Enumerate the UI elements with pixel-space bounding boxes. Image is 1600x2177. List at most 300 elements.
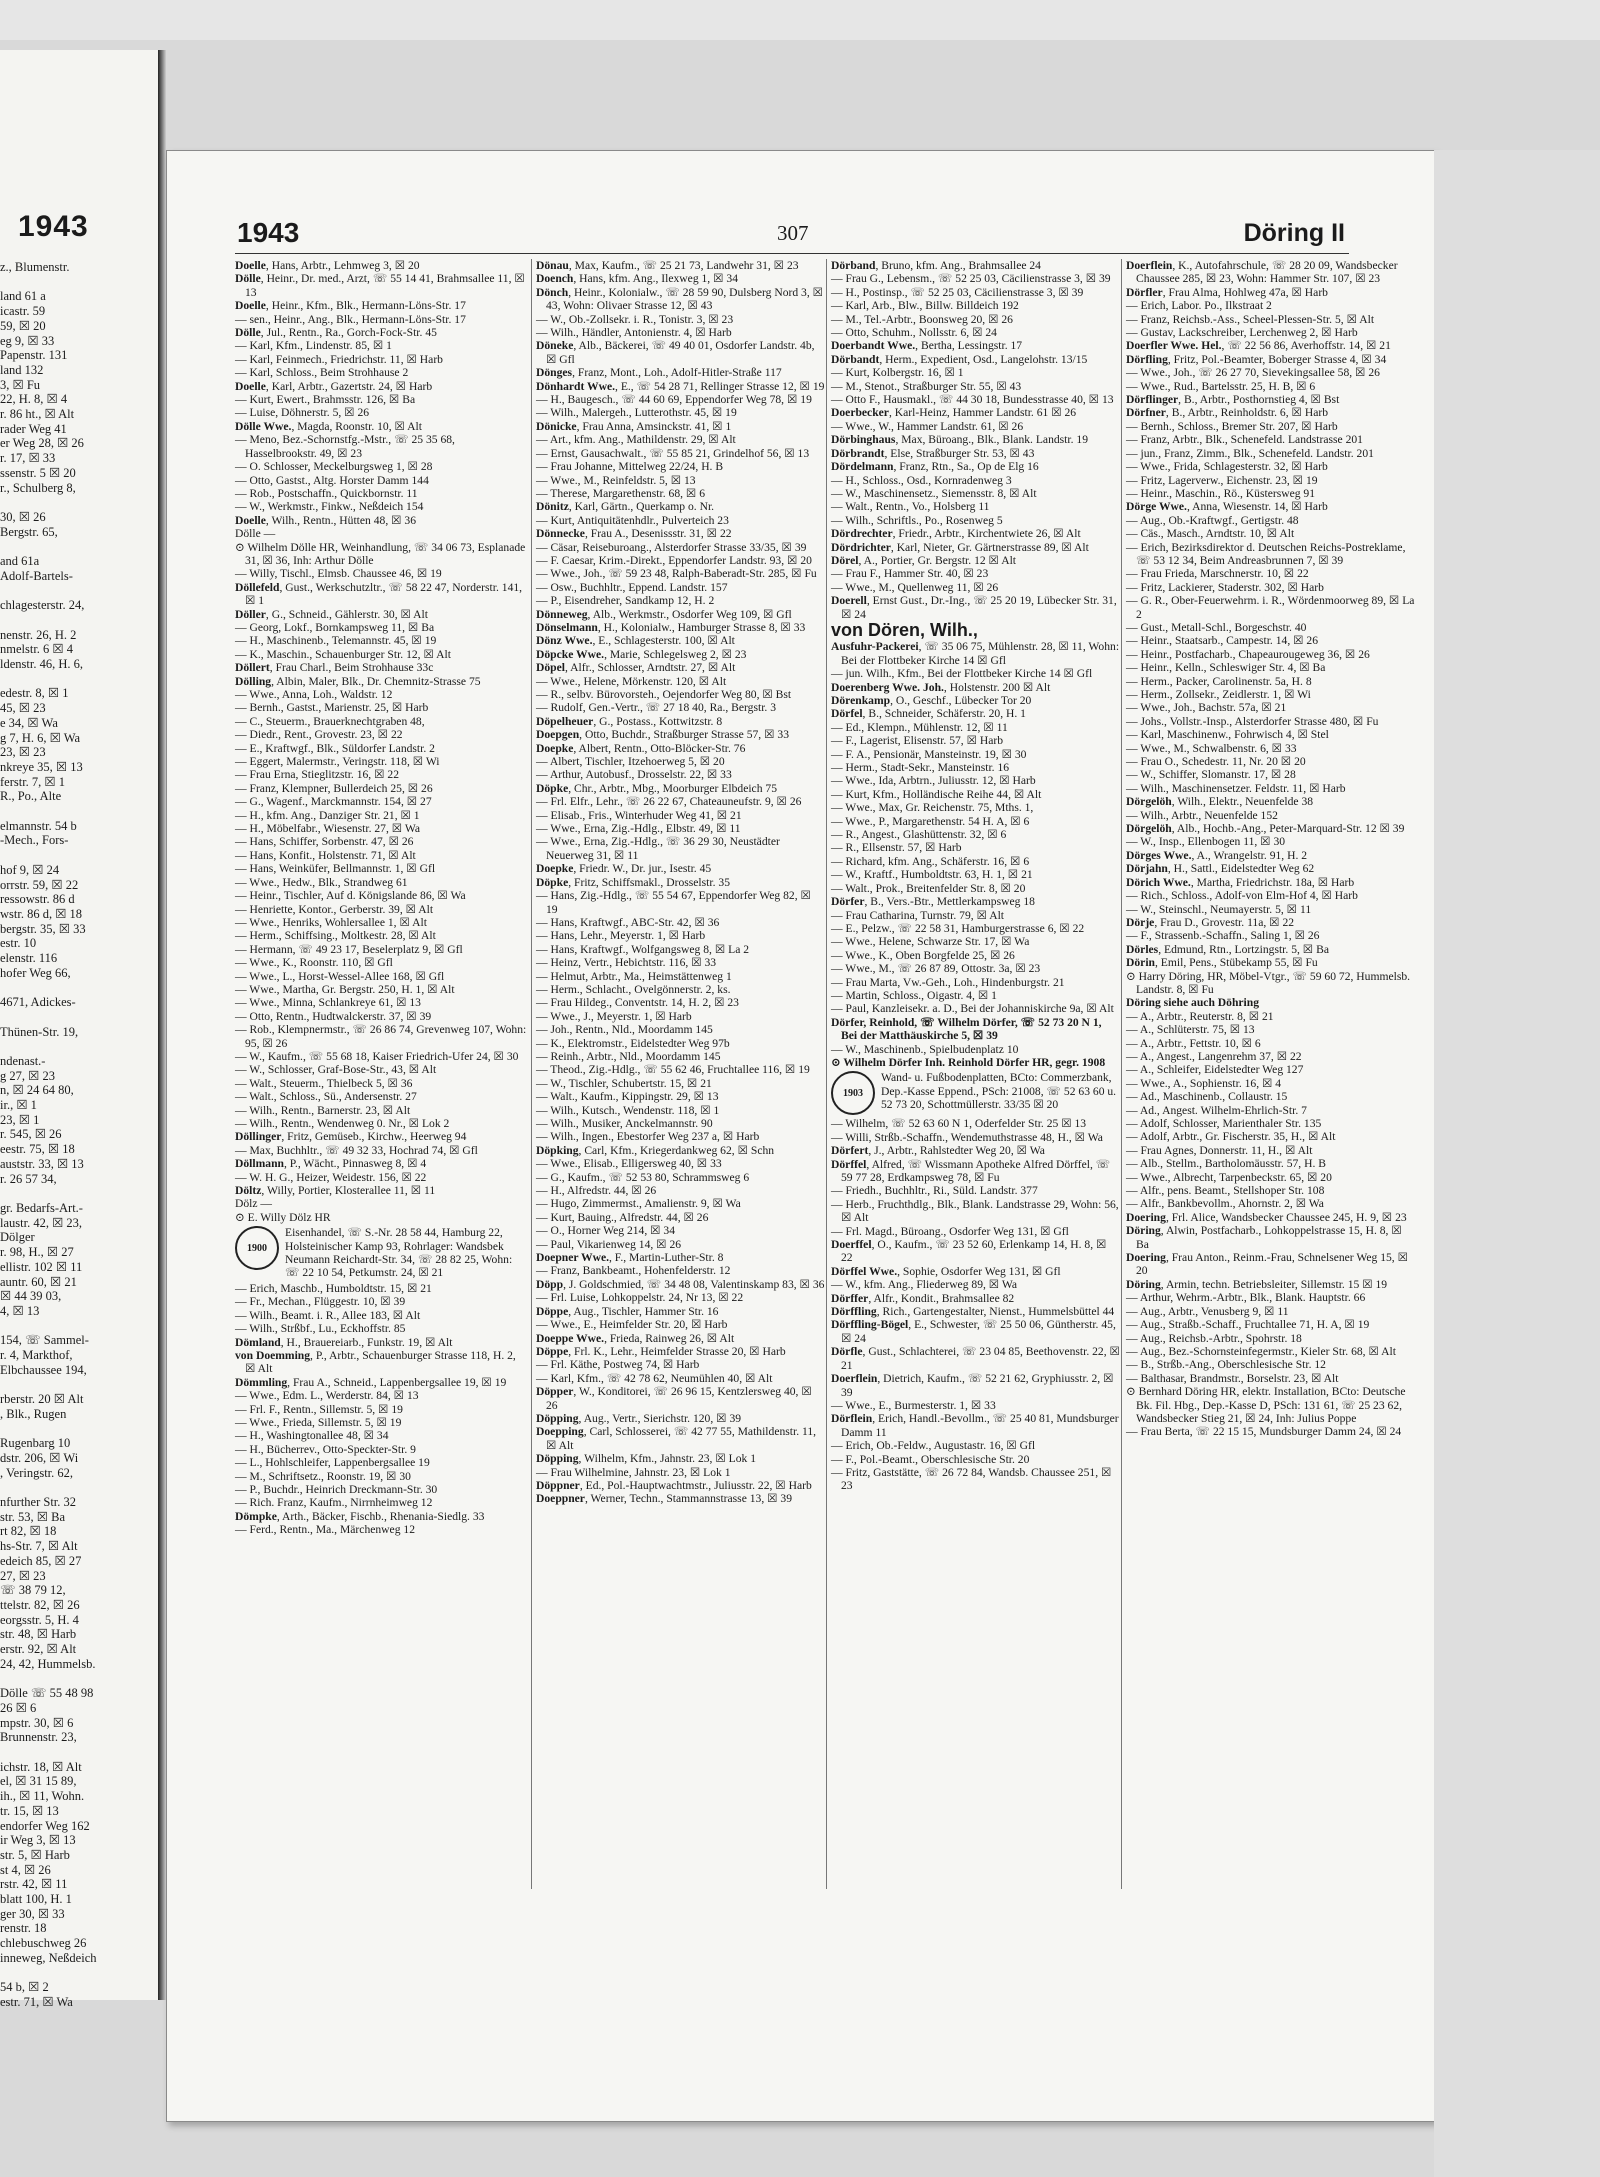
directory-entry: — Richard, kfm. Ang., Schäferstr. 16, ☒ 6 [831, 854, 1030, 868]
left-page-line: edestr. 8, ☒ 1 [0, 686, 69, 701]
left-page-line: elenstr. 116 [0, 951, 58, 966]
left-page-year: 1943 [18, 210, 89, 243]
directory-entry: — Frl. Elfr., Lehr., ☏ 26 22 67, Chateauneufstr. 9, ☒ 26 [536, 795, 802, 809]
directory-entry: — W., Schiffer, Slomanstr. 17, ☒ 28 [1126, 768, 1296, 782]
page-number: 307 [777, 221, 809, 245]
left-page-line [0, 495, 150, 510]
directory-entry: — W., Schlosser, Graf-Bose-Str., 43, ☒ Alt [235, 1063, 437, 1077]
directory-entry: — Wilh., Kutsch., Wendenstr. 118, ☒ 1 [536, 1103, 720, 1117]
directory-entry: — Eggert, Malermstr., Veringstr. 118, ☒ Wi [235, 755, 440, 769]
left-page-line: mpstr. 30, ☒ 6 [0, 1715, 74, 1730]
left-page-line: e 34, ☒ Wa [0, 715, 58, 730]
directory-entry: — Heinr., Tischler, Auf d. Königslande 86, ☒ Wa [235, 889, 466, 903]
advert-text: Wand- u. Fußbodenplatten, BCto: Commerzbank, Dep.-Kasse Eppend., PSch: 21008, ☏ 52 63 60 u. 52 73 20, Schottmüllerstr. 33/35 ☒ 20 [881, 1071, 1117, 1112]
directory-entry: ⊙ Bernhard Döring HR, elektr. Installation, BCto: Deutsche Bk. Fil. Hbg., Dep.-Kasse D, PSch: 131 61, ☏ 25 23 62, Wandsbecker Stieg 21, ☒ 24, Inh: Julius Poppe [1126, 1385, 1406, 1425]
directory-entry: — Frau Wilhelmine, Jahnstr. 23, ☒ Lok 1 [536, 1465, 731, 1479]
directory-entry: — Max, Buchhltr., ☏ 49 32 33, Hochrad 74, ☒ Gfl [235, 1143, 478, 1157]
directory-entry: — jun., Franz, Zimm., Blk., Schenefeld. Landstr. 201 [1126, 446, 1374, 460]
directory-entry: — Paul, Vikarienweg 14, ☒ 26 [536, 1237, 682, 1251]
directory-entry: — R., Ellsenstr. 57, ☒ Harb [831, 841, 962, 855]
column-2 [531, 259, 829, 1889]
directory-entry: — Walt., Prok., Breitenfelder Str. 8, ☒ 20 [831, 881, 1026, 895]
directory-entry: — Frl. Käthe, Postweg 74, ☒ Harb [536, 1358, 700, 1372]
directory-entry: Dörffling-Bögel, E., Schwester, ☏ 25 50 06, Güntherstr. 45, ☒ 24 [831, 1318, 1116, 1345]
directory-entry: Dölle Wwe., Magda, Roonstr. 10, ☒ Alt [235, 419, 422, 433]
directory-entry: — Wwe., P., Margarethenstr. 54 H. A, ☒ 6 [831, 814, 1030, 828]
directory-entry: — W. H. G., Heizer, Weidestr. 156, ☒ 22 [235, 1170, 427, 1184]
left-page-line: icastr. 59 [0, 304, 46, 319]
left-page-line: ferstr. 7, ☒ 1 [0, 774, 66, 789]
left-page-line: -Mech., Fors- [0, 833, 69, 848]
directory-entry: — Luise, Döhnerstr. 5, ☒ 26 [235, 406, 370, 420]
bold-entry: Döring siehe auch Döhring [1126, 996, 1260, 1010]
directory-entry: — Ed., Klempn., Mühlenstr. 12, ☒ 11 [831, 720, 1008, 734]
directory-entry: — Ernst, Gausachwalt., ☏ 55 85 21, Grindelhof 56, ☒ 13 [536, 446, 810, 460]
directory-entry: Dörflein, Erich, Handl.-Bevollm., ☏ 25 40 81, Mundsburger Damm 11 [831, 1412, 1119, 1439]
left-page-line: renstr. 18 [0, 1921, 47, 1936]
directory-entry: Doepke, Albert, Rentn., Otto-Blöcker-Str. 76 [536, 741, 746, 755]
directory-entry: — E., Kraftwgf., Blk., Süldorfer Landstr. 2 [235, 741, 435, 755]
directory-entry: Döllert, Frau Charl., Beim Strohhause 33c [235, 661, 434, 675]
left-page-line: chlagesterstr. 24, [0, 598, 85, 613]
directory-entry: — Wwe., Elisab., Elligersweg 40, ☒ 33 [536, 1157, 722, 1171]
directory-entry: — F., Pol.-Beamt., Oberschlesische Str. 20 [831, 1452, 1030, 1466]
left-page-line: ttelstr. 82, ☒ 26 [0, 1597, 80, 1612]
left-page-line: 24, 42, Hummelsb. [0, 1656, 96, 1671]
directory-entry: Ausfuhr-Packerei, ☏ 35 06 75, Mühlenstr. 28, ☒ 11, Wohn: Bei der Flottbeker Kirche 14 ☒ Gfl [831, 640, 1120, 667]
left-page-line: chlebuschweg 26 [0, 1936, 87, 1951]
directory-entry: Doerbandt Wwe., Bertha, Lessingstr. 17 [831, 339, 1023, 353]
directory-entry: — Herm., Stadt-Sekr., Mansteinstr. 16 [831, 761, 1010, 775]
directory-entry: — Theod., Zig.-Hdlg., ☏ 55 62 46, Fruchtallee 116, ☒ 19 [536, 1063, 810, 1077]
directory-entry: Doerfler Wwe. Hel., ☏ 22 56 86, Averhoffstr. 14, ☒ 21 [1126, 339, 1391, 353]
directory-entry: — Kurt, Antiquitätenhdlr., Pulverteich 23 [536, 513, 729, 527]
directory-entry: — Rob., Klempnermstr., ☏ 26 86 74, Grevenweg 107, Wohn: 95, ☒ 26 [235, 1023, 527, 1050]
left-page-line: nfurther Str. 32 [0, 1495, 77, 1510]
left-page-line [0, 804, 150, 819]
directory-entry: Dömpke, Arth., Bäcker, Fischb., Rhenania-Siedlg. 33 [235, 1509, 485, 1523]
directory-entry: — R., Angest., Glashüttenstr. 32, ☒ 6 [831, 828, 1007, 842]
bold-entry: ⊙ Wilhelm Dörfer Inh. Reinhold Dörfer HR, gegr. 1908 [831, 1055, 1106, 1069]
directory-entry: — Wilh., Musiker, Anckelmannstr. 90 [536, 1117, 713, 1130]
directory-entry: Döllmann, P., Wächt., Pinnasweg 8, ☒ 4 [235, 1157, 427, 1171]
directory-entry: Döllefeld, Gust., Werkschutzltr., ☏ 58 22 47, Norderstr. 141, ☒ 1 [235, 580, 523, 608]
directory-entry: Döpcke Wwe., Marie, Schlegelsweg 2, ☒ 23 [536, 647, 747, 661]
directory-entry: — W., Steinschl., Neumayerstr. 5, ☒ 11 [1126, 902, 1312, 916]
directory-entry: — G., Wagenf., Marckmannstr. 154, ☒ 27 [235, 795, 432, 809]
directory-entry: — H., Möbelfabr., Wiesenstr. 27, ☒ Wa [235, 822, 421, 836]
left-page-line: gr. Bedarfs-Art.- [0, 1201, 83, 1215]
directory-entry: — Gustav, Lackschreiber, Lerchenweg 2, ☒ Harb [1126, 326, 1358, 340]
left-page-line: 45, ☒ 23 [0, 701, 46, 716]
left-page-line: eg 9, ☒ 33 [0, 333, 55, 348]
directory-entry: — Frau Erna, Stieglitzstr. 16, ☒ 22 [235, 768, 399, 782]
left-page-line: eorgsstr. 5, H. 4 [0, 1612, 79, 1627]
left-page-line: rstr. 42, ☒ 11 [0, 1877, 68, 1892]
directory-entry: Dörfner, B., Arbtr., Reinholdstr. 6, ☒ Harb [1126, 406, 1328, 420]
left-page-line: 23, ☒ 1 [0, 1112, 40, 1127]
directory-entry: Döneke, Alb., Bäckerei, ☏ 49 40 01, Osdorfer Landstr. 4b, ☒ Gfl [536, 339, 815, 366]
directory-entry: ⊙ E. Willy Dölz HR [235, 1210, 331, 1224]
directory-entry: — Kurt, Kolbergstr. 16, ☒ 1 [831, 366, 964, 380]
left-page-line: edeich 85, ☒ 27 [0, 1553, 82, 1568]
scan-top-margin [0, 0, 1600, 40]
left-page-line: nkreye 35, ☒ 13 [0, 759, 83, 774]
directory-entry: — Wwe., Joh., Bachstr. 57a, ☒ 21 [1126, 701, 1287, 715]
directory-entry: — Wwe., J., Meyerstr. 1, ☒ Harb [536, 1009, 692, 1023]
running-title: Döring II [1243, 219, 1345, 247]
directory-entry: — Wwe., K., Oben Borgfelde 25, ☒ 26 [831, 948, 1015, 962]
directory-entry: — Hugo, Zimmermst., Amalienstr. 9, ☒ Wa [536, 1197, 741, 1211]
left-page-line: 27, ☒ 23 [0, 1568, 46, 1583]
directory-entry: — Karl, Feinmech., Friedrichstr. 11, ☒ Harb [235, 352, 443, 366]
directory-entry: — Gust., Metall-Schl., Borgeschstr. 40 [1126, 620, 1307, 634]
directory-entry: — Wilhelm, ☏ 52 63 60 N 1, Oderfelder Str. 25 ☒ 13 [831, 1117, 1087, 1131]
left-page-line: Thünen-Str. 19, [0, 1024, 79, 1039]
directory-entry: — A., Schleifer, Eidelstedter Weg 127 [1126, 1063, 1304, 1077]
left-page-line [0, 980, 150, 995]
directory-entry: — Wwe., K., Roonstr. 110, ☒ Gfl [235, 956, 393, 970]
directory-entry: — Hans, Zig.-Hdlg., ☏ 55 54 67, Eppendorfer Weg 82, ☒ 19 [536, 889, 811, 916]
directory-entry: Döltz, Willy, Portier, Klosterallee 11, ☒ 11 [235, 1184, 436, 1198]
left-page-line: str. 53, ☒ Ba [0, 1509, 66, 1524]
left-page-line: elmannstr. 54 b [0, 818, 77, 833]
left-page-line: Dölle ☏ 55 48 98 [0, 1686, 94, 1701]
directory-entry: — Wwe., Martha, Gr. Bergstr. 250, H. 1, ☒ Alt [235, 982, 455, 996]
directory-entry: — M., Tel.-Arbtr., Boonsweg 20, ☒ 26 [831, 312, 1013, 326]
directory-entry: — Albert, Tischler, Itzehoerweg 5, ☒ 20 [536, 755, 725, 769]
directory-entry: — Wwe., Helene, Schwarze Str. 17, ☒ Wa [831, 935, 1030, 949]
directory-entry: — jun. Wilh., Kfm., Bei der Flottbeker Kirche 14 ☒ Gfl [831, 667, 1093, 681]
directory-entry: — Wilh., Beamt. i. R., Allee 183, ☒ Alt [235, 1308, 421, 1322]
directory-entry: — F. Caesar, Krim.-Direkt., Eppendorfer Landstr. 93, ☒ 20 [536, 553, 812, 567]
directory-entry: — Wwe., W., Hammer Landstr. 61, ☒ 26 [831, 419, 1024, 433]
directory-entry: — W., Kraftf., Humboldtstr. 63, H. 1, ☒ 21 [831, 868, 1033, 882]
directory-entry: Dörfer, B., Vers.-Btr., Mettlerkampsweg 18 [831, 895, 1035, 909]
directory-entry: Dönges, Franz, Mont., Loh., Adolf-Hitler-Straße 117 [536, 366, 782, 380]
directory-entry: Döpper, W., Konditorei, ☏ 26 96 15, Kentzlersweg 40, ☒ 26 [536, 1385, 812, 1412]
directory-entry: — Heinr., Kelln., Schleswiger Str. 4, ☒ Ba [1126, 661, 1326, 675]
directory-entry: — Therese, Margarethenstr. 68, ☒ 6 [536, 486, 706, 500]
left-page-line: hof 9, ☒ 24 [0, 862, 60, 877]
directory-entry: — Wwe., M., ☏ 26 87 89, Ottostr. 3a, ☒ 23 [831, 962, 1041, 976]
left-page-line: 54 b, ☒ 2 [0, 1980, 49, 1995]
directory-entry: — W., kfm. Ang., Fliederweg 89, ☒ Wa [831, 1278, 1018, 1292]
left-page-line: ichstr. 18, ☒ Alt [0, 1759, 82, 1774]
directory-entry: — A., Angest., Langenrehm 37, ☒ 22 [1126, 1049, 1302, 1063]
directory-entry: — A., Schlüterstr. 75, ☒ 13 [1126, 1023, 1255, 1037]
directory-entry: — Georg, Lokf., Bornkampsweg 11, ☒ Ba [235, 620, 435, 634]
directory-entry: — Bernh., Gastst., Marienstr. 25, ☒ Harb [235, 701, 429, 715]
left-page-line: ☒ 44 39 03, [0, 1289, 62, 1304]
directory-entry: Doerflein, K., Autofahrschule, ☏ 28 20 09, Wandsbecker Chaussee 285, ☒ 23, Wohn: Hammer Str. 107, ☒ 23 [1126, 259, 1398, 286]
directory-entry: — H., Washingtonallee 48, ☒ 34 [235, 1429, 389, 1443]
directory-entry: Dörffer, Alfr., Kondit., Brahmsallee 82 [831, 1291, 1015, 1305]
directory-entry: — H., Postinsp., ☏ 52 25 03, Cäcilienstrasse 3, ☒ 39 [831, 285, 1084, 299]
directory-entry: Dördelmann, Franz, Rtn., Sa., Op de Elg 16 [831, 460, 1039, 474]
directory-entry: — Arthur, Wehrm.-Arbtr., Blk., Blank. Hauptstr. 66 [1126, 1291, 1366, 1305]
directory-entry: — W., Kaufm., ☏ 55 68 18, Kaiser Friedrich-Ufer 24, ☒ 30 [235, 1049, 519, 1063]
directory-entry: Dörles, Edmund, Rtn., Lortzingstr. 5, ☒ Ba [1126, 942, 1329, 956]
left-page-line: laustr. 42, ☒ 23, [0, 1215, 83, 1230]
left-page-line: r. 86 ht., ☒ Alt [0, 407, 75, 422]
directory-entry: Dönicke, Frau Anna, Amsinckstr. 41, ☒ 1 [536, 419, 732, 433]
directory-entry: — Art., kfm. Ang., Mathildenstr. 29, ☒ Alt [536, 433, 736, 447]
directory-entry: Dörffling, Rich., Gartengestalter, Nienst., Hummelsbüttel 44 [831, 1305, 1115, 1319]
directory-entry: Döpping, Aug., Vertr., Sierichstr. 120, ☒ 39 [536, 1411, 742, 1425]
directory-entry: ⊙ Wilhelm Dölle HR, Weinhandlung, ☏ 34 06 73, Esplanade 31, ☒ 36, Inh: Arthur Dölle [235, 540, 526, 567]
directory-entry: — M., Schriftsetz., Roonstr. 19, ☒ 30 [235, 1469, 411, 1483]
directory-entry: ⊙ Harry Döring, HR, Möbel-Vtgr., ☏ 59 60 72, Hummelsb. Landstr. 8, ☒ Fu [1126, 969, 1411, 996]
directory-entry: Dörgelöh, Wilh., Elektr., Neuenfelde 38 [1126, 795, 1314, 809]
directory-entry: — Aug., Arbtr., Venusberg 9, ☒ 11 [1126, 1304, 1289, 1318]
directory-entry: Dönch, Heinr., Kolonialw., ☏ 28 59 90, Dulsberg Nord 3, ☒ 43, Wohn: Olivaer Strasse 12, ☒ 43 [536, 285, 824, 313]
directory-entry: Dönz Wwe., E., Schlagesterstr. 100, ☒ Alt [536, 634, 735, 648]
directory-entry: — Karl, Kfm., ☏ 42 78 62, Neumühlen 40, ☒ Alt [536, 1371, 773, 1385]
left-page-line [0, 1672, 150, 1687]
directory-entry: — Wwe., Frieda, Sillemstr. 5, ☒ 19 [235, 1415, 402, 1429]
left-page-line: ressowstr. 86 d [0, 892, 75, 907]
directory-entry: — Wwe., Erna, Zig.-Hdlg., ☏ 36 29 30, Neustädter Neuerweg 31, ☒ 11 [536, 835, 780, 862]
directory-entry: — Wwe., Rud., Bartelsstr. 25, H. B, ☒ 6 [1126, 379, 1316, 393]
directory-entry: — Franz, Arbtr., Blk., Schenefeld. Landstrasse 201 [1126, 433, 1363, 447]
header-rule [235, 253, 1349, 254]
directory-entry: — Hans, Weinküfer, Bellmannstr. 1, ☒ Gfl [235, 862, 436, 876]
directory-entry: Doepke, Friedr. W., Dr. jur., Isestr. 45 [536, 862, 712, 876]
left-page-line: Elbchaussee 194, [0, 1362, 87, 1377]
directory-entry: Dölz — [235, 1197, 273, 1211]
directory-entry: Döpke, Chr., Arbtr., Mbg., Moorburger Elbdeich 75 [536, 781, 777, 795]
directory-entry: — Wwe., Frida, Schlagesterstr. 32, ☒ Harb [1126, 460, 1328, 474]
directory-entry: — B., Strßb.-Ang., Oberschlesische Str. 12 [1126, 1358, 1326, 1372]
directory-entry: Dörbandt, Herm., Expedient, Osd., Langelohstr. 13/15 [831, 352, 1088, 366]
directory-entry: — H., Baugesch., ☏ 44 60 69, Eppendorfer Weg 78, ☒ 19 [536, 393, 812, 407]
directory-entry: Dönhardt Wwe., E., ☏ 54 28 71, Rellinger Strasse 12, ☒ 19 [536, 379, 825, 393]
left-page-line: ldenstr. 46, H. 6, [0, 656, 83, 671]
directory-entry: Dörel, A., Portier, Gr. Bergstr. 12 ☒ Alt [831, 553, 1017, 567]
left-page-line: ellistr. 102 ☒ 11 [0, 1259, 83, 1274]
left-page-line: auntr. 60, ☒ 21 [0, 1274, 77, 1289]
founding-seal: 1900 [235, 1226, 279, 1270]
directory-entry: Döring, Armin, techn. Betriebsleiter, Sillemstr. 15 ☒ 19 [1126, 1277, 1388, 1291]
directory-entry: — Ferd., Rentn., Ma., Märchenweg 12 [235, 1523, 415, 1537]
left-page-line: wstr. 86 d, ☒ 18 [0, 906, 83, 921]
directory-entry: — Karl, Kfm., Lindenstr. 85, ☒ 1 [235, 339, 392, 353]
directory-entry: Dömmling, Frau A., Schneid., Lappenbergsallee 19, ☒ 19 [235, 1375, 507, 1389]
directory-entry: Doerflein, Dietrich, Kaufm., ☏ 52 21 62, Gryphiusstr. 2, ☒ 39 [831, 1372, 1114, 1399]
directory-entry: Döpelheuer, G., Postass., Kottwitzstr. 8 [536, 714, 723, 728]
left-page-line: nenstr. 26, H. 2 [0, 627, 77, 642]
directory-entry: — Hans, Kraftwgf., Wolfgangsweg 8, ☒ La 2 [536, 942, 750, 956]
directory-entry: Döpping, Wilhelm, Kfm., Jahnstr. 23, ☒ Lok 1 [536, 1452, 757, 1466]
directory-entry: — Alb., Stellm., Bartholomäusstr. 57, H. B [1126, 1157, 1326, 1171]
directory-entry: Dömland, H., Brauereiarb., Funkstr. 19, ☒ Alt [235, 1335, 453, 1349]
directory-entry: — Fritz, Lagerverw., Eichenstr. 23, ☒ 19 [1126, 473, 1318, 487]
left-page-line [0, 1186, 150, 1201]
directory-entry: — Fritz, Gaststätte, ☏ 26 72 84, Wandsb. Chaussee 251, ☒ 23 [831, 1465, 1112, 1493]
directory-entry: Doelle, Hans, Arbtr., Lehmweg 3, ☒ 20 [235, 259, 420, 272]
directory-entry: — Willy, Tischl., Elmsb. Chaussee 46, ☒ 19 [235, 567, 442, 581]
directory-entry: Döppe, Aug., Tischler, Hammer Str. 16 [536, 1304, 719, 1318]
directory-entry: — Willi, Strßb.-Schaffn., Wendemuthstrasse 48, H., ☒ Wa [831, 1130, 1103, 1144]
directory-entry: von Doemming, P., Arbtr., Schauenburger Strasse 118, H. 2, ☒ Alt [235, 1348, 516, 1376]
directory-entry: — W., Maschinenb., Spielbudenplatz 10 [831, 1042, 1019, 1056]
directory-entry: — O., Horner Weg 214, ☒ 34 [536, 1224, 676, 1238]
left-page-line: g 27, ☒ 23 [0, 1068, 55, 1083]
directory-entry: — Herm., Schlacht., Ovelgönnerstr. 2, ks. [536, 982, 731, 996]
directory-entry: Dörjahn, H., Sattl., Eidelstedter Weg 62 [1126, 862, 1315, 876]
left-page-line: r. 17, ☒ 33 [0, 451, 56, 466]
left-page-line: erstr. 92, ☒ Alt [0, 1642, 77, 1657]
directory-entry: — Frau Frieda, Marschnerstr. 10, ☒ 22 [1126, 567, 1309, 581]
left-page-line: , Blk., Rugen [0, 1406, 67, 1421]
left-page-lines [0, 260, 150, 2010]
directory-entry: — Henriette, Kontor., Gerberstr. 39, ☒ Alt [235, 902, 434, 916]
directory-entry: Dördrichter, Karl, Nieter, Gr. Gärtnerstrasse 89, ☒ Alt [831, 540, 1089, 554]
column-4 [1121, 259, 1419, 1889]
directory-entry: Dörbrandt, Else, Straßburger Str. 53, ☒ 43 [831, 446, 1035, 460]
directory-entry: — Otto F., Hausmakl., ☏ 44 30 18, Bundesstrasse 40, ☒ 13 [831, 393, 1114, 407]
directory-entry: — Kurt, Kfm., Holländische Reihe 44, ☒ Alt [831, 787, 1042, 801]
directory-entry: Döller, G., Schneid., Gählerstr. 30, ☒ Alt [235, 607, 428, 621]
directory-entry: Doelle, Heinr., Kfm., Blk., Hermann-Löns-Str. 17 [235, 299, 466, 313]
directory-entry: — Otto, Schuhm., Nollsstr. 6, ☒ 24 [831, 326, 997, 340]
directory-entry: — O. Schlosser, Meckelburgsweg 1, ☒ 28 [235, 460, 433, 474]
directory-entry: — Elisab., Fris., Winterhuder Weg 41, ☒ 21 [536, 808, 742, 822]
directory-entry: — Wwe., E., Burmesterstr. 1, ☒ 33 [831, 1398, 996, 1412]
left-page-line [0, 539, 150, 554]
directory-entry: — Paul, Kanzleisekr. a. D., Bei der Johanniskirche 9a, ☒ Alt [831, 1002, 1114, 1016]
left-page-line: and 61a [0, 554, 40, 569]
directory-entry: — Frl. F., Rentn., Sillemstr. 5, ☒ 19 [235, 1402, 403, 1416]
directory-entry: — Karl, Maschinenw., Fohrwisch 4, ☒ Stel [1126, 728, 1329, 742]
directory-entry: — Bernh., Schloss., Bremer Str. 207, ☒ Harb [1126, 419, 1338, 433]
directory-entry: Dörffel, Alfred, ☏ Wissmann Apotheke Alfred Dörffel, ☏ 59 77 28, Erdkampsweg 78, ☒ Fu [831, 1157, 1111, 1184]
left-page-line [0, 1745, 150, 1760]
directory-entry: — Wwe., E., Heimfelder Str. 20, ☒ Harb [536, 1318, 728, 1332]
directory-entry: — Wilh., Schriftls., Po., Rosenweg 5 [831, 513, 1003, 527]
directory-entry: — Wwe., Erna, Zig.-Hdlg., Elbstr. 49, ☒ 11 [536, 822, 741, 836]
directory-entry: — Fr., Mechan., Flüggestr. 10, ☒ 39 [235, 1295, 406, 1309]
directory-entry: — G., Kaufm., ☏ 52 53 80, Schrammsweg 6 [536, 1170, 750, 1184]
directory-entry: — Heinr., Staatsarb., Campestr. 14, ☒ 26 [1126, 634, 1319, 648]
directory-entry: — Cäsar, Reiseburoang., Alsterdorfer Strasse 33/35, ☒ 39 [536, 540, 807, 554]
directory-entry: Dölling, Albin, Maler, Blk., Dr. Chemnitz-Strasse 75 [235, 674, 481, 688]
left-page-line: el, ☒ 31 15 89, [0, 1774, 77, 1789]
directory-entry: — Rich. Franz, Kaufm., Nirrnheimweg 12 [235, 1496, 433, 1510]
left-page-line: Adolf-Bartels- [0, 568, 73, 583]
directory-entry: Doepping, Carl, Schlosserei, ☏ 42 77 55, Mathildenstr. 11, ☒ Alt [536, 1425, 817, 1452]
directory-entry: — Aug., Bez.-Schornsteinfegermstr., Kieler Str. 68, ☒ Alt [1126, 1344, 1396, 1358]
left-page-line [0, 848, 150, 863]
left-page-line [0, 1010, 150, 1025]
directory-entry: Doelle, Karl, Arbtr., Gazertstr. 24, ☒ Harb [235, 379, 433, 393]
directory-entry: Doerbecker, Karl-Heinz, Hammer Landstr. 61 ☒ 26 [831, 406, 1077, 420]
left-page-line: ir Weg 3, ☒ 13 [0, 1833, 76, 1848]
directory-entry: — Herm., Zollsekr., Zeidlerstr. 1, ☒ Wi [1126, 688, 1311, 701]
left-page-line: Brunnenstr. 23, [0, 1730, 77, 1745]
directory-entry: — Wwe., Edm. L., Werderstr. 84, ☒ 13 [235, 1389, 419, 1403]
directory-entry: — Frl. Magd., Büroang., Osdorfer Weg 131, ☒ Gfl [831, 1224, 1069, 1238]
directory-entry: — Fritz, Lackierer, Staderstr. 302, ☒ Harb [1126, 580, 1324, 594]
directory-entry: Döpke, Fritz, Schiffsmakl., Drosselstr. 35 [536, 875, 730, 889]
left-page-line: 22, H. 8, ☒ 4 [0, 392, 68, 407]
directory-entry: — A., Arbtr., Reuterstr. 8, ☒ 21 [1126, 1009, 1274, 1023]
directory-entry: — Frau O., Schedestr. 11, Nr. 20 ☒ 20 [1126, 755, 1306, 769]
directory-entry: — Wwe., Minna, Schlankreye 61, ☒ 13 [235, 996, 421, 1010]
directory-entry: — Wwe., M., Reinfeldstr. 5, ☒ 13 [536, 473, 696, 487]
left-page-line: r. 26 57 34, [0, 1171, 57, 1186]
left-page-line: estr. 71, ☒ Wa [0, 1994, 73, 2009]
directory-entry: — Frau Berta, ☏ 22 15 15, Mundsburger Damm 24, ☒ 24 [1126, 1425, 1402, 1439]
left-page-line: eestr. 75, ☒ 18 [0, 1142, 75, 1157]
directory-entry: — Alfr., pens. Beamt., Stellshoper Str. 108 [1126, 1184, 1325, 1198]
directory-entry: — M., Stenot., Straßburger Str. 55, ☒ 43 [831, 379, 1022, 393]
directory-entry: Dörin, Emil, Pens., Stübekamp 55, ☒ Fu [1126, 956, 1318, 970]
directory-entry: Döllinger, Fritz, Gemüseb., Kirchw., Heerweg 94 [235, 1130, 467, 1144]
directory-entry: Doepgen, Otto, Buchdr., Straßburger Strasse 57, ☒ 33 [536, 728, 789, 742]
left-page-line: R., Po., Alte [0, 789, 62, 804]
left-page-line: g 7, H. 6, ☒ Wa [0, 730, 81, 745]
directory-entry: — W., Tischler, Schubertstr. 15, ☒ 21 [536, 1076, 712, 1090]
directory-entry: Dörich Wwe., Martha, Friedrichstr. 18a, ☒ Harb [1126, 875, 1355, 889]
directory-entry: — R., selbv. Bürovorsteh., Oejendorfer Weg 80, ☒ Bst [536, 688, 792, 701]
directory-entry: — Wilh., Maschinensetzer. Feldstr. 11, ☒ Harb [1126, 781, 1346, 795]
directory-entry: — Rudolf, Gen.-Vertr., ☏ 27 18 40, Ra., Bergstr. 3 [536, 701, 777, 715]
left-page-line [0, 1377, 150, 1392]
left-page-line: Dölger [0, 1230, 35, 1245]
directory-entry: — Adolf, Arbtr., Gr. Fischerstr. 35, H., ☒ Alt [1126, 1130, 1336, 1144]
directory-entry: Dörflinger, B., Arbtr., Posthornstieg 4, ☒ Bst [1126, 393, 1340, 407]
directory-entry: — Frl. Luise, Lohkoppelstr. 24, Nr 13, ☒ 22 [536, 1291, 744, 1305]
directory-entry: Dördrechter, Friedr., Arbtr., Kirchentwiete 26, ☒ Alt [831, 527, 1081, 541]
left-page-line: rader Weg 41 [0, 421, 67, 436]
directory-entry: — Reinh., Arbtr., Nld., Moordamm 145 [536, 1049, 721, 1063]
directory-entry: — Heinr., Maschin., Rö., Küstersweg 91 [1126, 486, 1316, 500]
firm-advert [235, 1226, 529, 1280]
left-page-line: r., Schulberg 8, [0, 480, 76, 495]
directory-entry: — Frau F., Hammer Str. 40, ☒ 23 [831, 567, 989, 581]
left-page-line: inneweg, Neßdeich [0, 1950, 97, 1965]
directory-entry: — W., Ob.-Zollsekr. i. R., Tonistr. 3, ☒ 23 [536, 312, 734, 326]
left-page-line: Papenstr. 131 [0, 348, 68, 363]
directory-entry: — Erich, Ob.-Feldw., Augustastr. 16, ☒ Gfl [831, 1439, 1036, 1453]
left-page-line [0, 613, 150, 628]
directory-entry: — Kurt, Bauing., Alfredstr. 44, ☒ 26 [536, 1210, 709, 1224]
directory-entry: Dörfel, B., Schneider, Schäferstr. 20, H. 1 [831, 707, 1026, 721]
directory-page [166, 150, 1436, 2122]
directory-entry: — Walt., Kaufm., Kippingstr. 29, ☒ 13 [536, 1090, 719, 1104]
left-page-fragment [0, 50, 160, 2009]
founding-seal: 1903 [831, 1071, 875, 1115]
directory-entry: — Wwe., Hedw., Blk., Strandweg 61 [235, 875, 408, 889]
directory-entry: — Frau Johanne, Mittelweg 22/24, H. B [536, 460, 724, 474]
left-page-line: Bergstr. 65, [0, 524, 58, 539]
directory-entry: Dönitz, Karl, Gärtn., Querkamp o. Nr. [536, 500, 715, 514]
directory-entry: Dörenkamp, O., Geschf., Lübecker Tor 20 [831, 694, 1032, 707]
directory-entry: — Wilh., Rentn., Barnerstr. 23, ☒ Alt [235, 1103, 411, 1117]
directory-entry: — Rich., Schloss., Adolf-von Elm-Hof 4, ☒ Harb [1126, 889, 1358, 903]
directory-entry: — Aug., Straßb.-Schaff., Fruchtallee 71, H. A, ☒ 19 [1126, 1318, 1370, 1332]
left-page-line: rberstr. 20 ☒ Alt [0, 1392, 84, 1407]
directory-entry: — Friedh., Buchhltr., Ri., Süld. Landstr. 377 [831, 1184, 1038, 1198]
directory-entry: Doeppner, Werner, Techn., Stammannstrasse 13, ☒ 39 [536, 1492, 793, 1506]
directory-entry: — Franz, Bankbeamt., Hohenfelderstr. 12 [536, 1264, 731, 1278]
directory-entry: — Hans, Kraftwgf., ABC-Str. 42, ☒ 36 [536, 915, 720, 929]
directory-entry: — Hermann, ☏ 49 23 17, Beselerplatz 9, ☒ Gfl [235, 942, 463, 956]
directory-entry: Dörffel Wwe., Sophie, Osdorfer Weg 131, ☒ Gfl [831, 1264, 1061, 1278]
directory-entry: Dörbinghaus, Max, Büroang., Blk., Blank. Landstr. 19 [831, 433, 1089, 447]
